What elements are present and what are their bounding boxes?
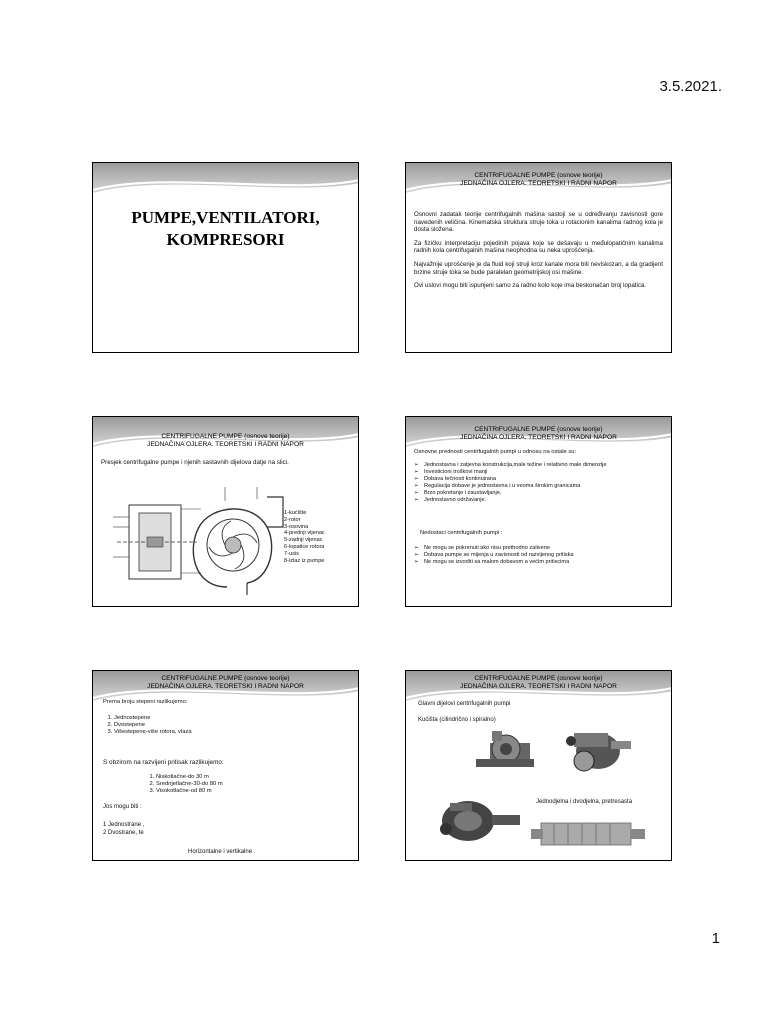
date-header: 3.5.2021. (659, 78, 722, 95)
slide-6 (405, 670, 672, 861)
list-item: ➢ Dobava tečnosti kontinuirana (414, 476, 663, 483)
pump-photo-1 (476, 731, 534, 767)
slide-intro (414, 449, 663, 457)
list-item: 1. Niskotlačne-do 30 m (156, 774, 223, 781)
legend-item: 6-lopatice rotora (284, 543, 325, 550)
legend-item: 5-zadnji vijenac (284, 537, 323, 544)
slide-heading-line-2: JEDNAČINA OJLERA. TEORETSKI I RADNI NAPOR (460, 434, 617, 441)
list-item: 3. Visokotlačne-od 80 m (156, 788, 223, 795)
can-be-item: 1 Jednostrane , (103, 822, 145, 828)
slide-1 (92, 162, 359, 353)
pump-photo-3 (440, 801, 520, 841)
main-parts-label: Glavni dijelovi centrifugalnih pumpi (418, 701, 511, 707)
pump-photo-2 (566, 733, 631, 771)
page-number: 1 (711, 930, 720, 947)
can-be-label: Jos mogu biti : (103, 804, 142, 810)
disadvantages-title: Nedostaci centrifugalnih pumpi : (420, 530, 503, 536)
legend-item: 2-rotor (284, 516, 301, 523)
stages-list (99, 715, 192, 736)
slide-heading-line-2: JEDNAČINA OJLERA. TEORETSKI I RADNI NAPOR (460, 683, 617, 690)
slide-title (93, 207, 358, 251)
list-item: ➢ Ne mogu se pokrenuti ako nisu prethodno zalivene (414, 545, 663, 552)
legend-item: 7-usis (284, 550, 299, 557)
slide-heading (406, 426, 671, 442)
slide-intro (101, 459, 350, 467)
list-item: 2. Dvostepene (114, 722, 192, 729)
list-item: ➢ Dobava pumpe se mijenja u zavisnosti od razvijenog pritiska (414, 552, 663, 559)
paragraph: Za fizičku interpretaciju pojedinih pojava koje se dešavaju u međulopatičnim kanalima radnih kola centrifugalnih mašina neophodna su neka uprošćenja. (414, 239, 663, 255)
list-item: ➢ Regulacija dobave je jednostavna i u veoma širokim granicama (414, 483, 663, 490)
intro-text: Presjek centrifugalne pumpe i njenih sastavnih dijelova datje na slici. (101, 459, 289, 466)
paragraph: Osnovni zadatak teorije centrifugalnih mašina sastoji se u određivanju zavisnosti gore navedenih veličina. Kinematska struktura struje toka u rotacionim kanalima radnog kola je dosta složena. (414, 211, 663, 234)
intro-text: Osnovne prednosti centrifugalnih pumpi u odnosu na ostale su: (414, 449, 577, 455)
disadvantages-list-wrap (414, 545, 663, 566)
legend-item: 8-izlaz iz pumpe (284, 557, 325, 564)
list-item: ➢ Jednostavna i zatjevna konstrukcija,male težine i relativno male dimenzije (414, 462, 663, 469)
stages-intro: Prema broju stepeni razlikujemo: (103, 699, 188, 705)
legend-item: 4-prednji vijenac (284, 530, 325, 537)
casings-label: Kućišta (cilindrično i spiralno) (418, 717, 496, 723)
orientation-text: Horizontalne i vertikalne . (188, 849, 256, 855)
list-item: ➢ Brzo pokretanje i zaustavljanje, (414, 490, 663, 497)
slide-heading-line-1: CENTRIFUGALNE PUMPE (osnove teorije) (474, 675, 603, 682)
slide-title-line-1: PUMPE,VENTILATORI, (131, 208, 320, 227)
slide-heading-line-1: CENTRIFUGALNE PUMPE (osnove teorije) (161, 675, 290, 682)
stages-list-wrap (99, 715, 192, 736)
legend-item: 1-kućište (284, 510, 307, 516)
pressure-list (141, 774, 223, 795)
pressure-list-wrap (141, 774, 223, 795)
photo-caption: Jednodjelna i dvodjelna, pretresasta (536, 799, 633, 805)
list-item: ➢ Investicioni troškovi manji (414, 469, 663, 476)
can-be-item: 2 Dvostrane, te (103, 830, 144, 836)
list-item: 3. Višestepene-više rotora, vlaza (114, 729, 192, 736)
list-item: ➢ Jednostavno održavanje. (414, 497, 663, 504)
advantages-list (414, 462, 663, 504)
list-item: ➢ Ne mogu se izvoditi sa malom dobavom a većim pritiscima (414, 559, 663, 566)
slide-heading (93, 433, 358, 449)
slide-3 (92, 416, 359, 607)
slide-heading-line-1: CENTRIFUGALNE PUMPE (osnove teorije) (474, 426, 603, 433)
slide-heading-line-1: CENTRIFUGALNE PUMPE (osnove teorije) (474, 172, 603, 179)
slide-banner (93, 163, 358, 199)
slide-heading-line-2: JEDNAČINA OJLERA. TEORETSKI I RADNI NAPOR (147, 683, 304, 690)
slide-banner-graphic (93, 163, 359, 199)
slide-heading-line-2: JEDNAČINA OJLERA. TEORETSKI I RADNI NAPOR (147, 441, 304, 448)
legend (284, 510, 325, 564)
slide-body (414, 211, 663, 296)
pressure-intro: S obzirom na razvijeni pritisak razlikujemo: (103, 759, 224, 766)
slide-heading-line-2: JEDNAČINA OJLERA. TEORETSKI I RADNI NAPOR (460, 180, 617, 187)
paragraph: Najvažnije uprošćenje je da fluid koji struji kroz kanale mora biti neviskozan, a da gradijent brzine struje toka se bude paralelan geometrijskoj osi mašine. (414, 260, 663, 276)
paragraph: Ovi uslovi mogu biti ispunjeni samo za radno kolo koje ima beskonačan broj lopatica. (414, 282, 647, 290)
slide-heading-line-1: CENTRIFUGALNE PUMPE (osnove teorije) (161, 433, 290, 440)
slide-title-line-2: KOMPRESORI (166, 230, 285, 249)
slide-heading (406, 172, 671, 188)
slide-5 (92, 670, 359, 861)
slide-heading (406, 675, 671, 691)
pump-photo-4 (531, 823, 645, 845)
slide-2 (405, 162, 672, 353)
advantages-list-wrap (414, 462, 663, 504)
list-item: 1. Jednostepene (114, 715, 192, 722)
legend-item: 3-osovina (284, 523, 309, 530)
slide-heading (93, 675, 358, 691)
pump-cross-section-drawing (107, 487, 287, 597)
list-item: 2. Srednjetlačne-30-do 80 m (156, 781, 223, 788)
disadvantages-list (414, 545, 663, 566)
slide-4 (405, 416, 672, 607)
